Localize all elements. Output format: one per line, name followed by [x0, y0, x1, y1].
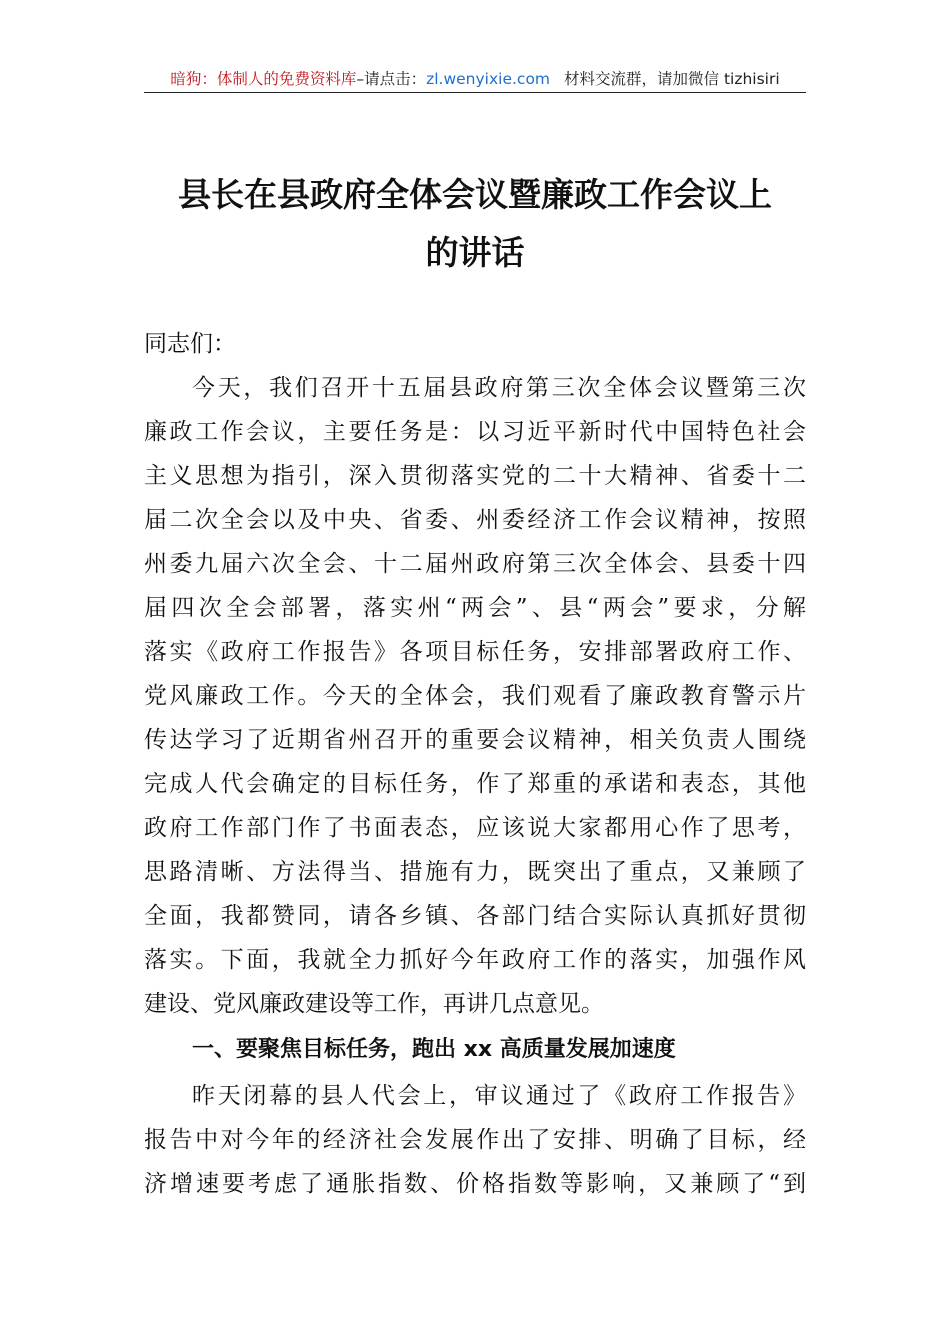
text-line: 届四次全会部署，落实州“两会”、县“两会”要求，分解 [144, 595, 806, 621]
text-line: 政府工作部门作了书面表态，应该说大家都用心作了思考， [144, 815, 806, 841]
salutation: 同志们： [144, 331, 236, 357]
text-line: 思路清晰、方法得当、措施有力，既突出了重点，又兼顾了 [144, 859, 806, 885]
page-header [144, 66, 806, 93]
header-brand: 暗狗：体制人的免费资料库 [170, 70, 357, 88]
text-line: 今天，我们召开十五届县政府第三次全体会议暨第三次 [192, 375, 806, 401]
text-line: 落实。下面，我就全力抓好今年政府工作的落实，加强作风 [144, 947, 806, 973]
text-line: 济增速要考虑了通胀指数、价格指数等影响，又兼顾了“到 [144, 1171, 806, 1197]
text-line: 州委九届六次全会、十二届州政府第三次全体会、县委十四 [144, 551, 806, 577]
text-line: 主义思想为指引，深入贯彻落实党的二十大精神、省委十二 [144, 463, 806, 489]
title-line-2: 的讲话 [425, 233, 525, 272]
document-title [144, 166, 806, 282]
text-line: 廉政工作会议，主要任务是：以习近平新时代中国特色社会 [144, 419, 806, 445]
text-line: 昨天闭幕的县人代会上，审议通过了《政府工作报告》 [192, 1083, 806, 1109]
section-1-heading: 一、要聚焦目标任务，跑出 xx 高质量发展加速度 [192, 1037, 676, 1062]
paragraph-2 [144, 1074, 806, 1206]
paragraph-1 [144, 366, 806, 1026]
header-note: 材料交流群，请加微信 tizhisiri [564, 70, 780, 88]
text-line: 报告中对今年的经济社会发展作出了安排、明确了目标，经 [144, 1127, 806, 1153]
text-line: 建设、党风廉政建设等工作，再讲几点意见。 [144, 991, 604, 1017]
text-line: 落实《政府工作报告》各项目标任务，安排部署政府工作、 [144, 639, 806, 665]
header-link[interactable]: zl.wenyixie.com [426, 70, 551, 88]
text-line: 届二次全会以及中央、省委、州委经济工作会议精神，按照 [144, 507, 806, 533]
document-body [144, 322, 806, 1206]
text-line: 党风廉政工作。今天的全体会，我们观看了廉政教育警示片 [144, 683, 806, 709]
text-line: 完成人代会确定的目标任务，作了郑重的承诺和表态，其他 [144, 771, 806, 797]
text-line: 传达学习了近期省州召开的重要会议精神，相关负责人围绕 [144, 727, 806, 753]
header-prompt: –请点击： [356, 70, 427, 88]
text-line: 全面，我都赞同，请各乡镇、各部门结合实际认真抓好贯彻 [144, 903, 806, 929]
title-line-1: 县长在县政府全体会议暨廉政工作会议上 [178, 175, 772, 214]
